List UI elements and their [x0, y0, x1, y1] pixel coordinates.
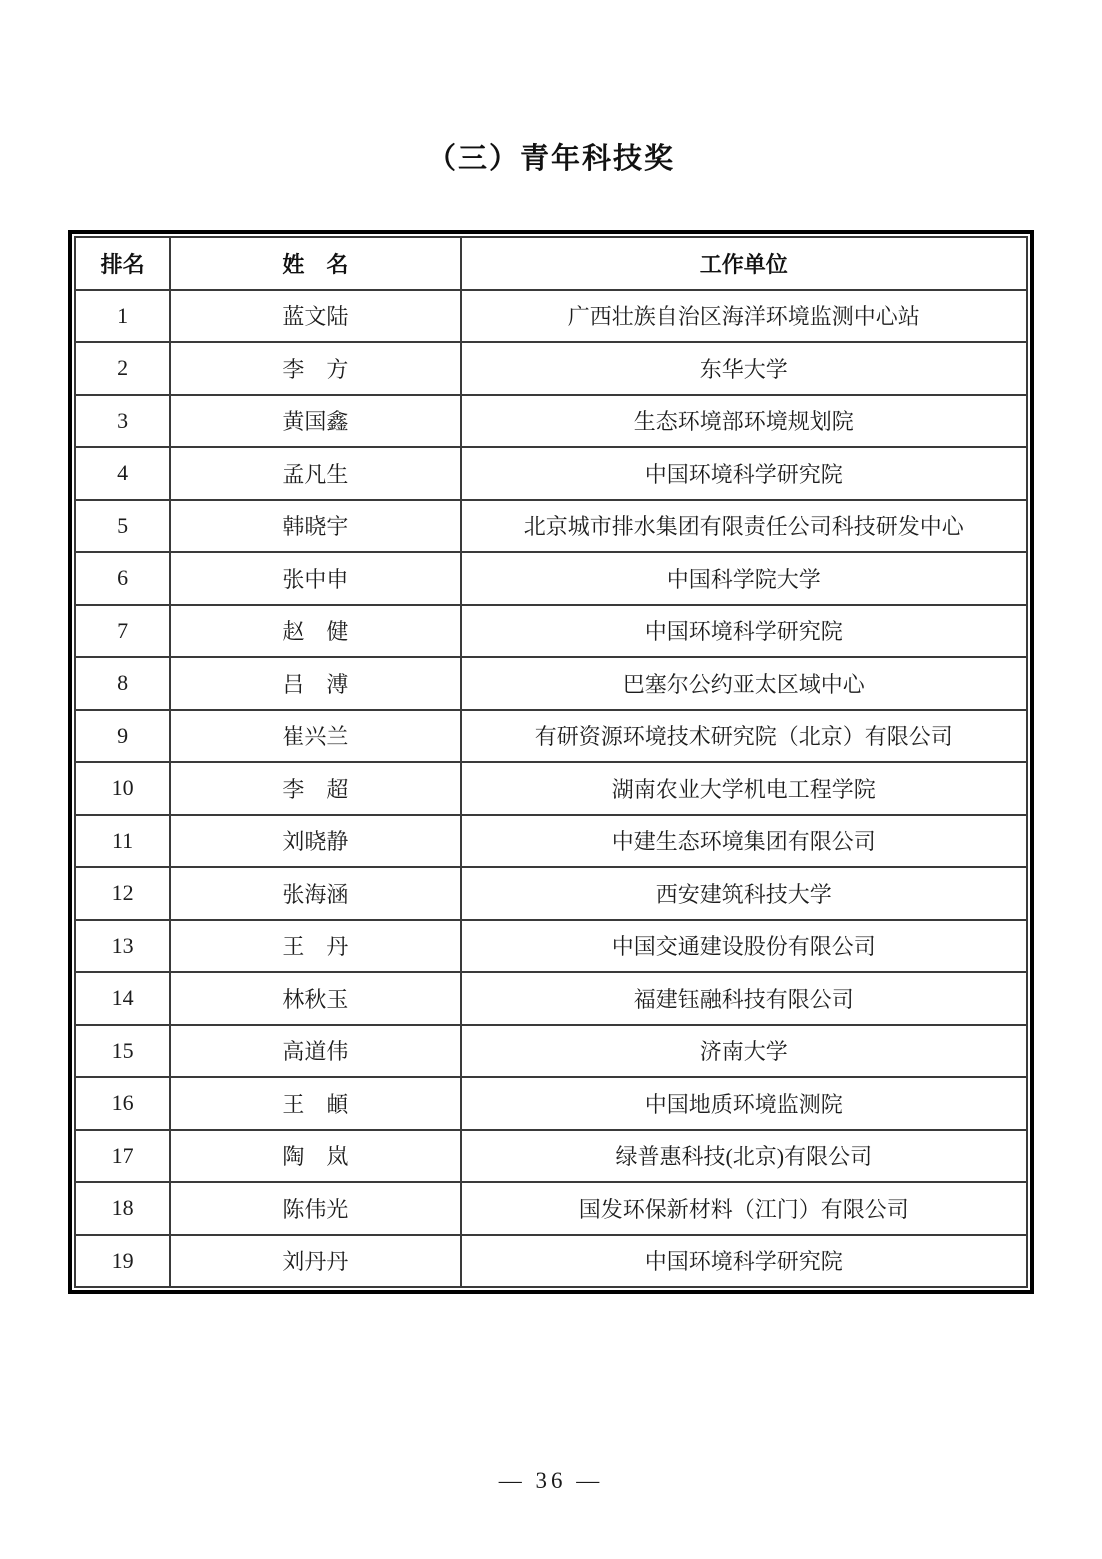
- rank-cell: 1: [75, 290, 170, 343]
- unit-cell: 中国环境科学研究院: [461, 1235, 1027, 1288]
- table-header-row: [75, 237, 1027, 290]
- table-row: [75, 710, 1027, 763]
- table-body: [75, 290, 1027, 1288]
- unit-cell: 国发环保新材料（江门）有限公司: [461, 1182, 1027, 1235]
- table-row: [75, 1025, 1027, 1078]
- name-cell: 崔兴兰: [170, 710, 460, 763]
- unit-cell: 中国交通建设股份有限公司: [461, 920, 1027, 973]
- table-row: [75, 1077, 1027, 1130]
- page-number: — 36 —: [498, 1468, 604, 1493]
- table-row: [75, 395, 1027, 448]
- unit-cell: 东华大学: [461, 342, 1027, 395]
- unit-cell: 中国地质环境监测院: [461, 1077, 1027, 1130]
- rank-cell: 8: [75, 657, 170, 710]
- unit-cell: 生态环境部环境规划院: [461, 395, 1027, 448]
- rank-cell: 18: [75, 1182, 170, 1235]
- rank-cell: 15: [75, 1025, 170, 1078]
- unit-cell: 中国科学院大学: [461, 552, 1027, 605]
- name-cell: 王 頔: [170, 1077, 460, 1130]
- unit-cell: 绿普惠科技(北京)有限公司: [461, 1130, 1027, 1183]
- table-row: [75, 1235, 1027, 1288]
- rank-cell: 9: [75, 710, 170, 763]
- table-row: [75, 867, 1027, 920]
- table-row: [75, 1130, 1027, 1183]
- table-row: [75, 762, 1027, 815]
- rank-cell: 3: [75, 395, 170, 448]
- table-row: [75, 447, 1027, 500]
- unit-cell: 中建生态环境集团有限公司: [461, 815, 1027, 868]
- table-row: [75, 920, 1027, 973]
- name-cell: 李 超: [170, 762, 460, 815]
- name-cell: 王 丹: [170, 920, 460, 973]
- table-row: [75, 657, 1027, 710]
- name-cell: 黄国鑫: [170, 395, 460, 448]
- unit-cell: 中国环境科学研究院: [461, 605, 1027, 658]
- name-cell: 赵 健: [170, 605, 460, 658]
- name-cell: 高道伟: [170, 1025, 460, 1078]
- name-cell: 李 方: [170, 342, 460, 395]
- rank-cell: 19: [75, 1235, 170, 1288]
- name-cell: 张中申: [170, 552, 460, 605]
- name-cell: 陈伟光: [170, 1182, 460, 1235]
- award-table: [74, 236, 1028, 1288]
- rank-cell: 17: [75, 1130, 170, 1183]
- rank-cell: 16: [75, 1077, 170, 1130]
- table-row: [75, 1182, 1027, 1235]
- unit-cell: 湖南农业大学机电工程学院: [461, 762, 1027, 815]
- name-cell: 张海涵: [170, 867, 460, 920]
- rank-cell: 13: [75, 920, 170, 973]
- page-title: （三）青年科技奖: [426, 143, 675, 175]
- table-row: [75, 552, 1027, 605]
- rank-cell: 12: [75, 867, 170, 920]
- name-cell: 陶 岚: [170, 1130, 460, 1183]
- header-work-unit: 工作单位: [461, 237, 1027, 290]
- rank-cell: 14: [75, 972, 170, 1025]
- header-name: 姓 名: [170, 237, 460, 290]
- rank-cell: 4: [75, 447, 170, 500]
- award-table-frame: [68, 230, 1034, 1294]
- table-row: [75, 342, 1027, 395]
- name-cell: 吕 溥: [170, 657, 460, 710]
- unit-cell: 北京城市排水集团有限责任公司科技研发中心: [461, 500, 1027, 553]
- unit-cell: 中国环境科学研究院: [461, 447, 1027, 500]
- table-row: [75, 500, 1027, 553]
- unit-cell: 有研资源环境技术研究院（北京）有限公司: [461, 710, 1027, 763]
- name-cell: 孟凡生: [170, 447, 460, 500]
- name-cell: 刘晓静: [170, 815, 460, 868]
- name-cell: 韩晓宇: [170, 500, 460, 553]
- rank-cell: 5: [75, 500, 170, 553]
- unit-cell: 广西壮族自治区海洋环境监测中心站: [461, 290, 1027, 343]
- table-row: [75, 972, 1027, 1025]
- rank-cell: 2: [75, 342, 170, 395]
- name-cell: 蓝文陆: [170, 290, 460, 343]
- unit-cell: 西安建筑科技大学: [461, 867, 1027, 920]
- table-row: [75, 290, 1027, 343]
- table-row: [75, 815, 1027, 868]
- table-row: [75, 605, 1027, 658]
- name-cell: 刘丹丹: [170, 1235, 460, 1288]
- header-rank: 排名: [75, 237, 170, 290]
- unit-cell: 济南大学: [461, 1025, 1027, 1078]
- unit-cell: 巴塞尔公约亚太区域中心: [461, 657, 1027, 710]
- rank-cell: 6: [75, 552, 170, 605]
- name-cell: 林秋玉: [170, 972, 460, 1025]
- rank-cell: 10: [75, 762, 170, 815]
- rank-cell: 11: [75, 815, 170, 868]
- rank-cell: 7: [75, 605, 170, 658]
- unit-cell: 福建钰融科技有限公司: [461, 972, 1027, 1025]
